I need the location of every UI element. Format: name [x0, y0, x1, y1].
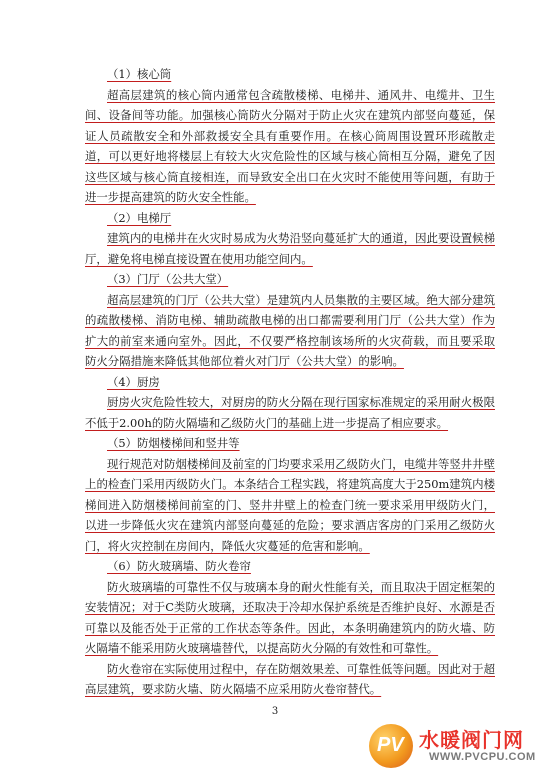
- section-heading: （6）防火玻璃墙、防火卷帘: [107, 559, 251, 573]
- document-body: [85, 64, 495, 700]
- section-paragraph: 防火玻璃墙的可靠性不仅与玻璃本身的耐火性能有关，而且取决于固定框架的安装情况；对于C类防火玻璃，还取决于冷却水保护系统是否维护良好、水源是否可靠以及能否处于正常的工作状态等条件。因此，本条明确建筑内的防火墙、防火隔墙不能采用防火玻璃墙替代，以提高防火分隔的有效性和可靠性。: [85, 579, 495, 655]
- section-lobby: [85, 269, 495, 372]
- site-watermark: [369, 724, 544, 772]
- watermark-url: WWW.PVCPU.COM: [429, 751, 536, 763]
- section-stairwell-shafts: [85, 433, 495, 556]
- section-heading: （4）厨房: [107, 374, 160, 389]
- watermark-logo-letters: PV: [377, 734, 404, 756]
- section-paragraph: 超高层建筑的门厅（公共大堂）是建筑内人员集散的主要区域。绝大部分建筑的疏散楼梯、消防电梯、辅助疏散电梯的出口都需要利用门厅（公共大堂）作为扩大的前室来通向室外。因此，不仅要严格控制该场所的火灾荷载，而且要采取防火分隔措施来降低其他部位着火对门厅（公共大堂）的影响。: [85, 292, 495, 368]
- section-kitchen: [85, 372, 495, 434]
- section-heading: （3）门厅（公共大堂）: [107, 272, 229, 286]
- section-fire-glass-shutter: [85, 556, 495, 700]
- section-paragraph: 现行规范对防烟楼梯间及前室的门均要求采用乙级防火门，电缆井等竖井井壁上的检查门采用丙级防火门。本条结合工程实践，将建筑高度大于250m建筑内楼梯间进入防烟楼梯间前室的门、竖井井壁上的检查门统一要求采用甲级防火门，以进一步降低火灾在建筑内部竖向蔓延的危险；要求酒店客房的门采用乙级防火门，将火灾控制在房间内，降低火灾蔓延的危害和影响。: [85, 456, 495, 553]
- section-paragraph: 防火卷帘在实际使用过程中，存在防烟效果差、可靠性低等问题。因此对于超高层建筑，要求防火墙、防火隔墙不应采用防火卷帘替代。: [85, 661, 495, 696]
- section-paragraph: 建筑内的电梯井在火灾时易成为火势沿竖向蔓延扩大的通道，因此要设置候梯厅，避免将电梯直接设置在使用功能空间内。: [85, 231, 495, 266]
- section-core-tube: [85, 64, 495, 208]
- section-heading: （1）核心筒: [107, 67, 172, 81]
- section-heading: （5）防烟楼梯间和竖井等: [107, 436, 240, 450]
- section-paragraph: 厨房火灾危险性较大，对厨房的防火分隔在现行国家标准规定的采用耐火极限不低于2.00h的防火隔墙和乙级防火门的基础上进一步提高了相应要求。: [85, 395, 495, 430]
- watermark-title: 水暖阀门网: [419, 728, 524, 752]
- page-number: 3: [271, 706, 279, 717]
- section-paragraph: 超高层建筑的核心筒内通常包含疏散楼梯、电梯井、通风井、电缆井、卫生间、设备间等功能。加强核心筒防火分隔对于防止火灾在建筑内部竖向蔓延，保证人员疏散安全和外部救援安全具有重要作用。在核心筒周围设置环形疏散走道，可以更好地将楼层上有较大火灾危险性的区域与核心筒相互分隔，避免了因这些区域与核心筒直接相连，而导致安全出口在火灾时不能使用等问题，有助于进一步提高建筑的防火安全性能。: [85, 87, 495, 204]
- section-heading: （2）电梯厅: [107, 210, 172, 225]
- section-elevator-lobby: [85, 208, 495, 270]
